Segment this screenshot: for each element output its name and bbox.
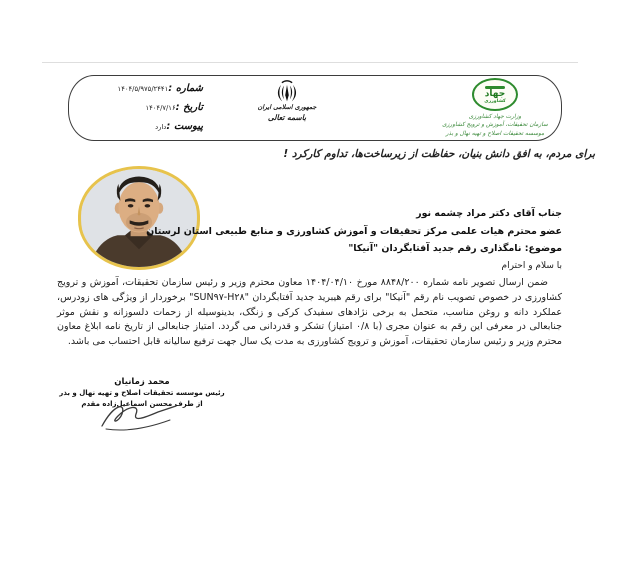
letter-number-row: [85, 83, 203, 102]
org-lines: [433, 113, 557, 138]
org-line-institute: موسسه تحقیقات اصلاح و تهیه نهال و بذر: [445, 130, 545, 137]
jahad-keshavarzi-logo: [472, 78, 518, 111]
letter-date-label: تاریخ :: [175, 102, 203, 113]
iran-emblem-icon: [272, 79, 302, 104]
letter-meta: [85, 83, 203, 140]
recipient-name: جناب آقای دکتر مراد چشمه نور: [416, 208, 562, 219]
letter-attachment-row: [85, 121, 203, 140]
letter-subject: موضوع: نامگذاری رقم جدید آفتابگردان "آنیکا": [348, 243, 562, 254]
recipient-position: عضو محترم هیات علمی مرکز تحقیقات و آموزش کشاورزی و منابع طبیعی استان لرستان: [146, 225, 562, 237]
org-line-organization: سازمان تحقیقات، آموزش و ترویج کشاورزی: [442, 122, 548, 129]
year-slogan: برای مردم، به افق دانش بنیان، حفاظت از زیرساخت‌ها، تداوم کارکرد !: [283, 148, 595, 160]
logo-subtitle: کشاورزی: [484, 98, 506, 104]
signer-title: رئیس موسسه تحقیقات اصلاح و تهیه نهال و بذر: [59, 389, 225, 397]
letter-body: ضمن ارسال تصویر نامه شماره ۸۸۴۸/۲۰۰ مورخ ۱۴۰۴/۰۴/۱۰ معاون محترم وزیر و رئیس سازمان تحقیقات، آموزش و ترویج کشاورزی در خصوص تصویب نام رقم "آنیکا" برای رقم هیبرید جدید آفتابگردان "⁦SUN۹۷-H۲۸⁩" برخوردار از ویژگی های زودرس، عملکرد دانه و روغن مناسب، متحمل به برخی نژادهای سفیدک کرکی و زنگک، بدینوسیله از زحمات دلسوزانه و نقش موثر جنابعالی در معرفی این رقم به عنوان مجری (با ۰/۸ امتیاز) تشکر و قدردانی می گردد. امتیاز جنابعالی از تاریخ نامه ابلاغ معاون محترم وزیر و رئیس سازمان تحقیقات، آموزش و ترویج کشاورزی به مدت یک سال جهت ترفیع سالیانه قابل احتساب می باشد.: [57, 277, 563, 348]
basmala: باسمه تعالی: [267, 113, 307, 122]
letter-attachment-label: پیوست :: [166, 121, 203, 132]
letter-date-row: [85, 102, 203, 121]
country-name: جمهوری اسلامی ایران: [257, 104, 317, 111]
recipient-block: [57, 205, 562, 275]
signer-on-behalf: از طرف محسن اسماعیل‌زاده مقدم: [81, 400, 203, 408]
logo-title: جهاد: [484, 88, 506, 99]
salutation: با سلام و احترام: [501, 260, 562, 271]
letter-number-label: شماره :: [168, 83, 203, 94]
letterhead-box: [68, 75, 562, 141]
letter-date-value: ۱۴۰۴/۷/۱۶: [145, 104, 176, 112]
org-line-ministry: وزارت جهاد کشاورزی: [468, 114, 522, 120]
org-column: [433, 78, 557, 138]
signature-block: [58, 376, 226, 410]
letter-attachment-value: دارد: [155, 123, 167, 131]
emblem-column: [256, 79, 318, 124]
top-divider: [42, 62, 578, 63]
letter-number-value: ۱۴۰۴/۵/۹۷۵/۲۴۴۱: [117, 85, 169, 93]
signer-name: محمد زمانیان: [114, 377, 170, 387]
